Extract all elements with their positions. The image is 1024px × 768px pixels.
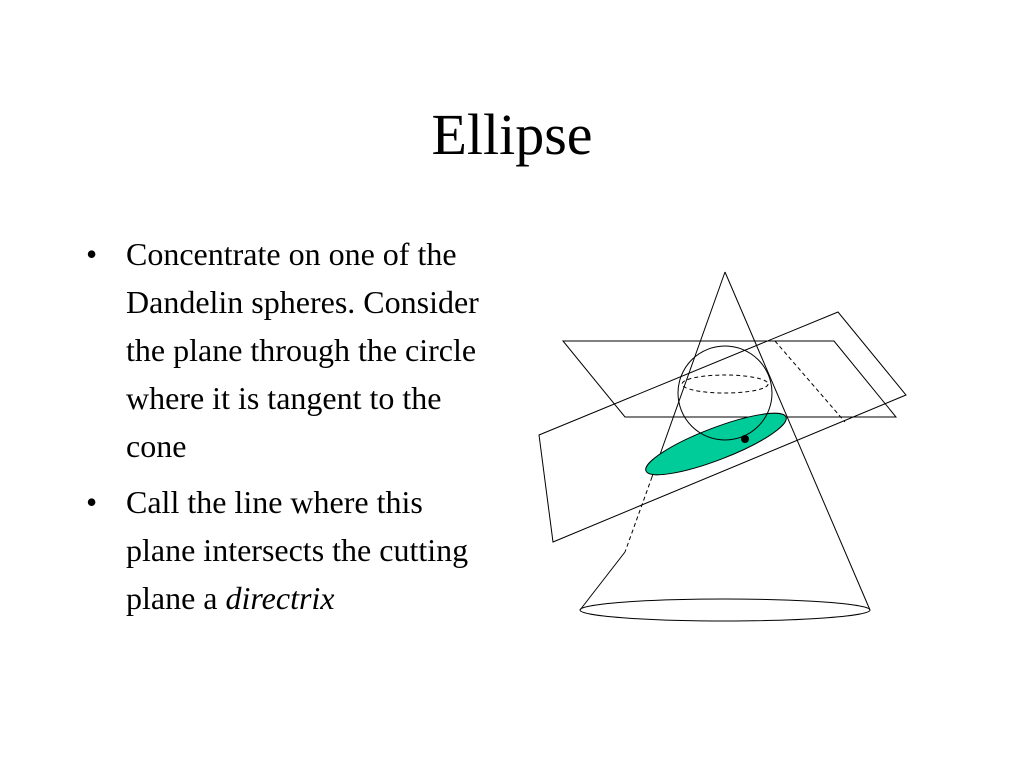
ellipse-section [640,402,792,486]
bullet-item-1 [80,230,500,470]
bullet-text: Call the line where this plane intersects the cutting plane a [126,484,469,616]
bullet-item-2 [80,478,500,622]
bullet-text: Concentrate on one of the Dandelin spheres. Consider the plane through the circle where it is tangent to the cone [126,236,479,464]
dandelin-sphere-diagram [530,262,920,632]
cone-left-edge-hidden [625,477,652,552]
bullet-marker: • [86,484,98,520]
directrix-term: directrix [225,580,335,616]
focus-point [741,435,749,443]
cone-left-edge-lower [580,552,625,610]
bullet-marker: • [86,236,98,272]
tangent-plane-hidden-edge [775,341,845,422]
bullet-list [80,230,500,630]
cone-base [580,599,870,621]
slide-title: Ellipse [431,102,593,167]
tangent-plane [563,341,896,417]
tangent-circle [682,375,768,393]
